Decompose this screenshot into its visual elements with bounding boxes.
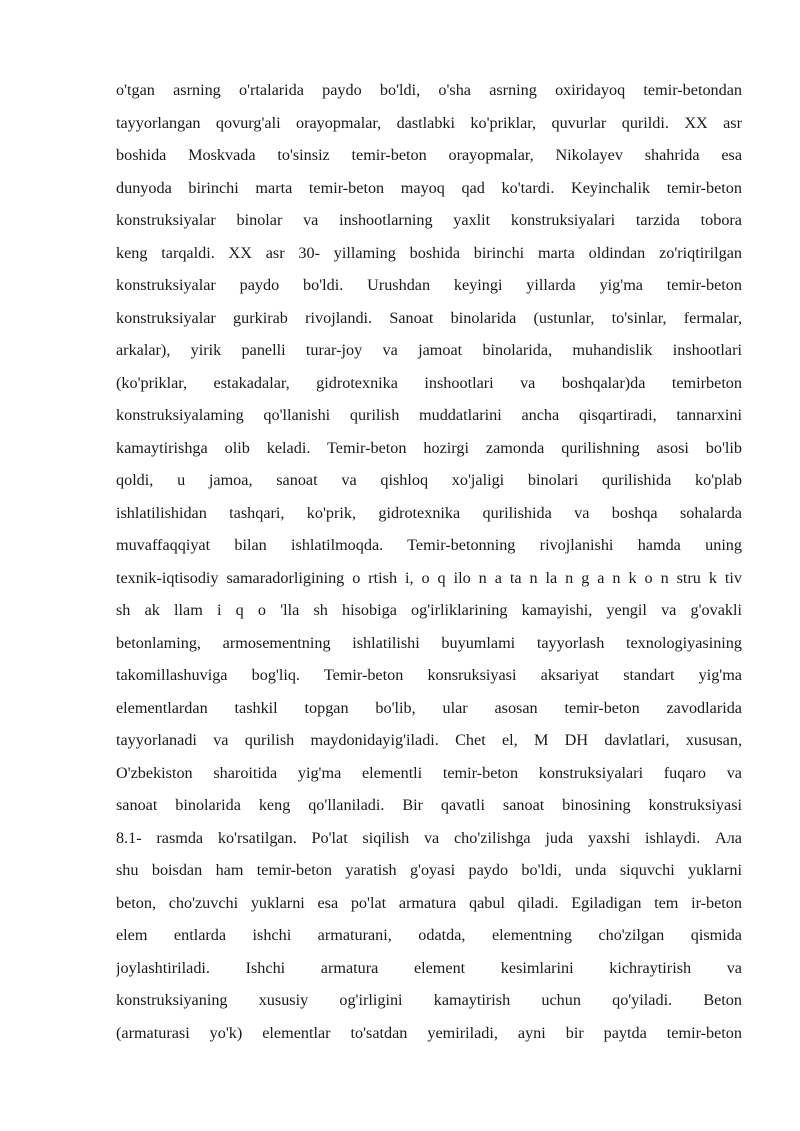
text-line: betonlaming, armosementning ishlatilishi buyumlami tayyorlash texnologiyasining xyxy=(116,633,742,652)
text-line: sh ak llam i q o 'lla sh hisobiga og'irliklarining kamayishi, yengil va g'ovakli xyxy=(116,601,742,619)
text-line: 8.1- rasmda ko'rsatilgan. Po'lat siqilish va cho'zilishga juda yaxshi ishlaydi. Ала xyxy=(116,828,742,847)
text-line: muvaffaqqiyat bilan ishlatilmoqda. Temir-betonning rivojlanishi hamda uning xyxy=(116,536,742,554)
text-line: sanoat binolarida keng qo'llaniladi. Bir qavatli sanoat binosining konstruksiyasi xyxy=(116,796,742,814)
text-line: qoldi, u jamoa, sanoat va qishloq xo'jaligi binolari qurilishida ko'plab xyxy=(116,471,742,489)
text-line: joylashtiriladi. Ishchi armatura element kesimlarini kichraytirish va xyxy=(116,958,742,977)
text-line: boshida Moskvada to'sinsiz temir-beton orayopmalar, Nikolayev shahrida esa xyxy=(116,146,742,164)
text-line: shu boisdan ham temir-beton yaratish g'oyasi paydo bo'ldi, unda siquvchi yuklarni xyxy=(116,861,742,879)
text-line: (armaturasi yo'k) elementlar to'satdan yemiriladi, ayni bir paytda temir-beton xyxy=(116,1023,742,1042)
text-line: kamaytirishga olib keladi. Temir-beton hozirgi zamonda qurilishning asosi bo'lib xyxy=(116,438,742,457)
text-line: elementlardan tashkil topgan bo'lib, ular asosan temir-beton zavodlarida xyxy=(116,698,742,717)
text-line: keng tarqaldi. XX asr 30- yillaming boshida birinchi marta oldindan zo'riqtirilgan xyxy=(116,243,742,262)
text-line: konstruksiyalar gurkirab rivojlandi. Sanoat binolarida (ustunlar, to'sinlar, fermalar, xyxy=(116,308,742,327)
text-line: takomillashuviga bog'liq. Temir-beton konsruksiyasi aksariyat standart yig'ma xyxy=(116,666,742,684)
text-line: O'zbekiston sharoitida yig'ma elementli temir-beton konstruksiyalari fuqaro va xyxy=(116,763,742,782)
text-line: beton, cho'zuvchi yuklarni esa po'lat armatura qabul qiladi. Egiladigan tem ir-beton xyxy=(116,893,742,912)
text-line: (ko'priklar, estakadalar, gidrotexnika inshootlari va boshqalar)da temirbeton xyxy=(116,373,742,392)
text-line: konstruksiyalar binolar va inshootlarning yaxlit konstruksiyalari tarzida tobora xyxy=(116,211,742,229)
text-line: konstruksiyalaming qo'llanishi qurilish muddatlarini ancha qisqartiradi, tannarxini xyxy=(116,406,742,424)
body-text xyxy=(116,74,742,1049)
text-line: konstruksiyalar paydo bo'ldi. Urushdan keyingi yillarda yig'ma temir-beton xyxy=(116,276,742,294)
text-line: elem entlarda ishchi armaturani, odatda, elementning cho'zilgan qismida xyxy=(116,926,742,944)
text-line: dunyoda birinchi marta temir-beton mayoq qad ko'tardi. Keyinchalik temir-beton xyxy=(116,178,742,197)
text-line: ishlatilishidan tashqari, ko'prik, gidrotexnika qurilishida va boshqa sohalarda xyxy=(116,503,742,522)
text-line: arkalar), yirik panelli turar-joy va jamoat binolarida, muhandislik inshootlari xyxy=(116,341,742,359)
text-line: tayyorlangan qovurg'ali orayopmalar, dastlabki ko'priklar, quvurlar qurildi. XX asr xyxy=(116,113,742,132)
text-line: texnik-iqtisodiy samaradorligining o rtish i, o q ilo n a ta n la n g a n k o n stru k tiv xyxy=(116,568,742,587)
text-line: tayyorlanadi va qurilish maydonidayig'iladi. Chet el, M DH davlatlari, xususan, xyxy=(116,731,742,749)
text-line: konstruksiyaning xususiy og'irligini kamaytirish uchun qo'yiladi. Beton xyxy=(116,991,742,1009)
text-line: o'tgan asrning o'rtalarida paydo bo'ldi, o'sha asrning oxiridayoq temir-betondan xyxy=(116,81,742,99)
